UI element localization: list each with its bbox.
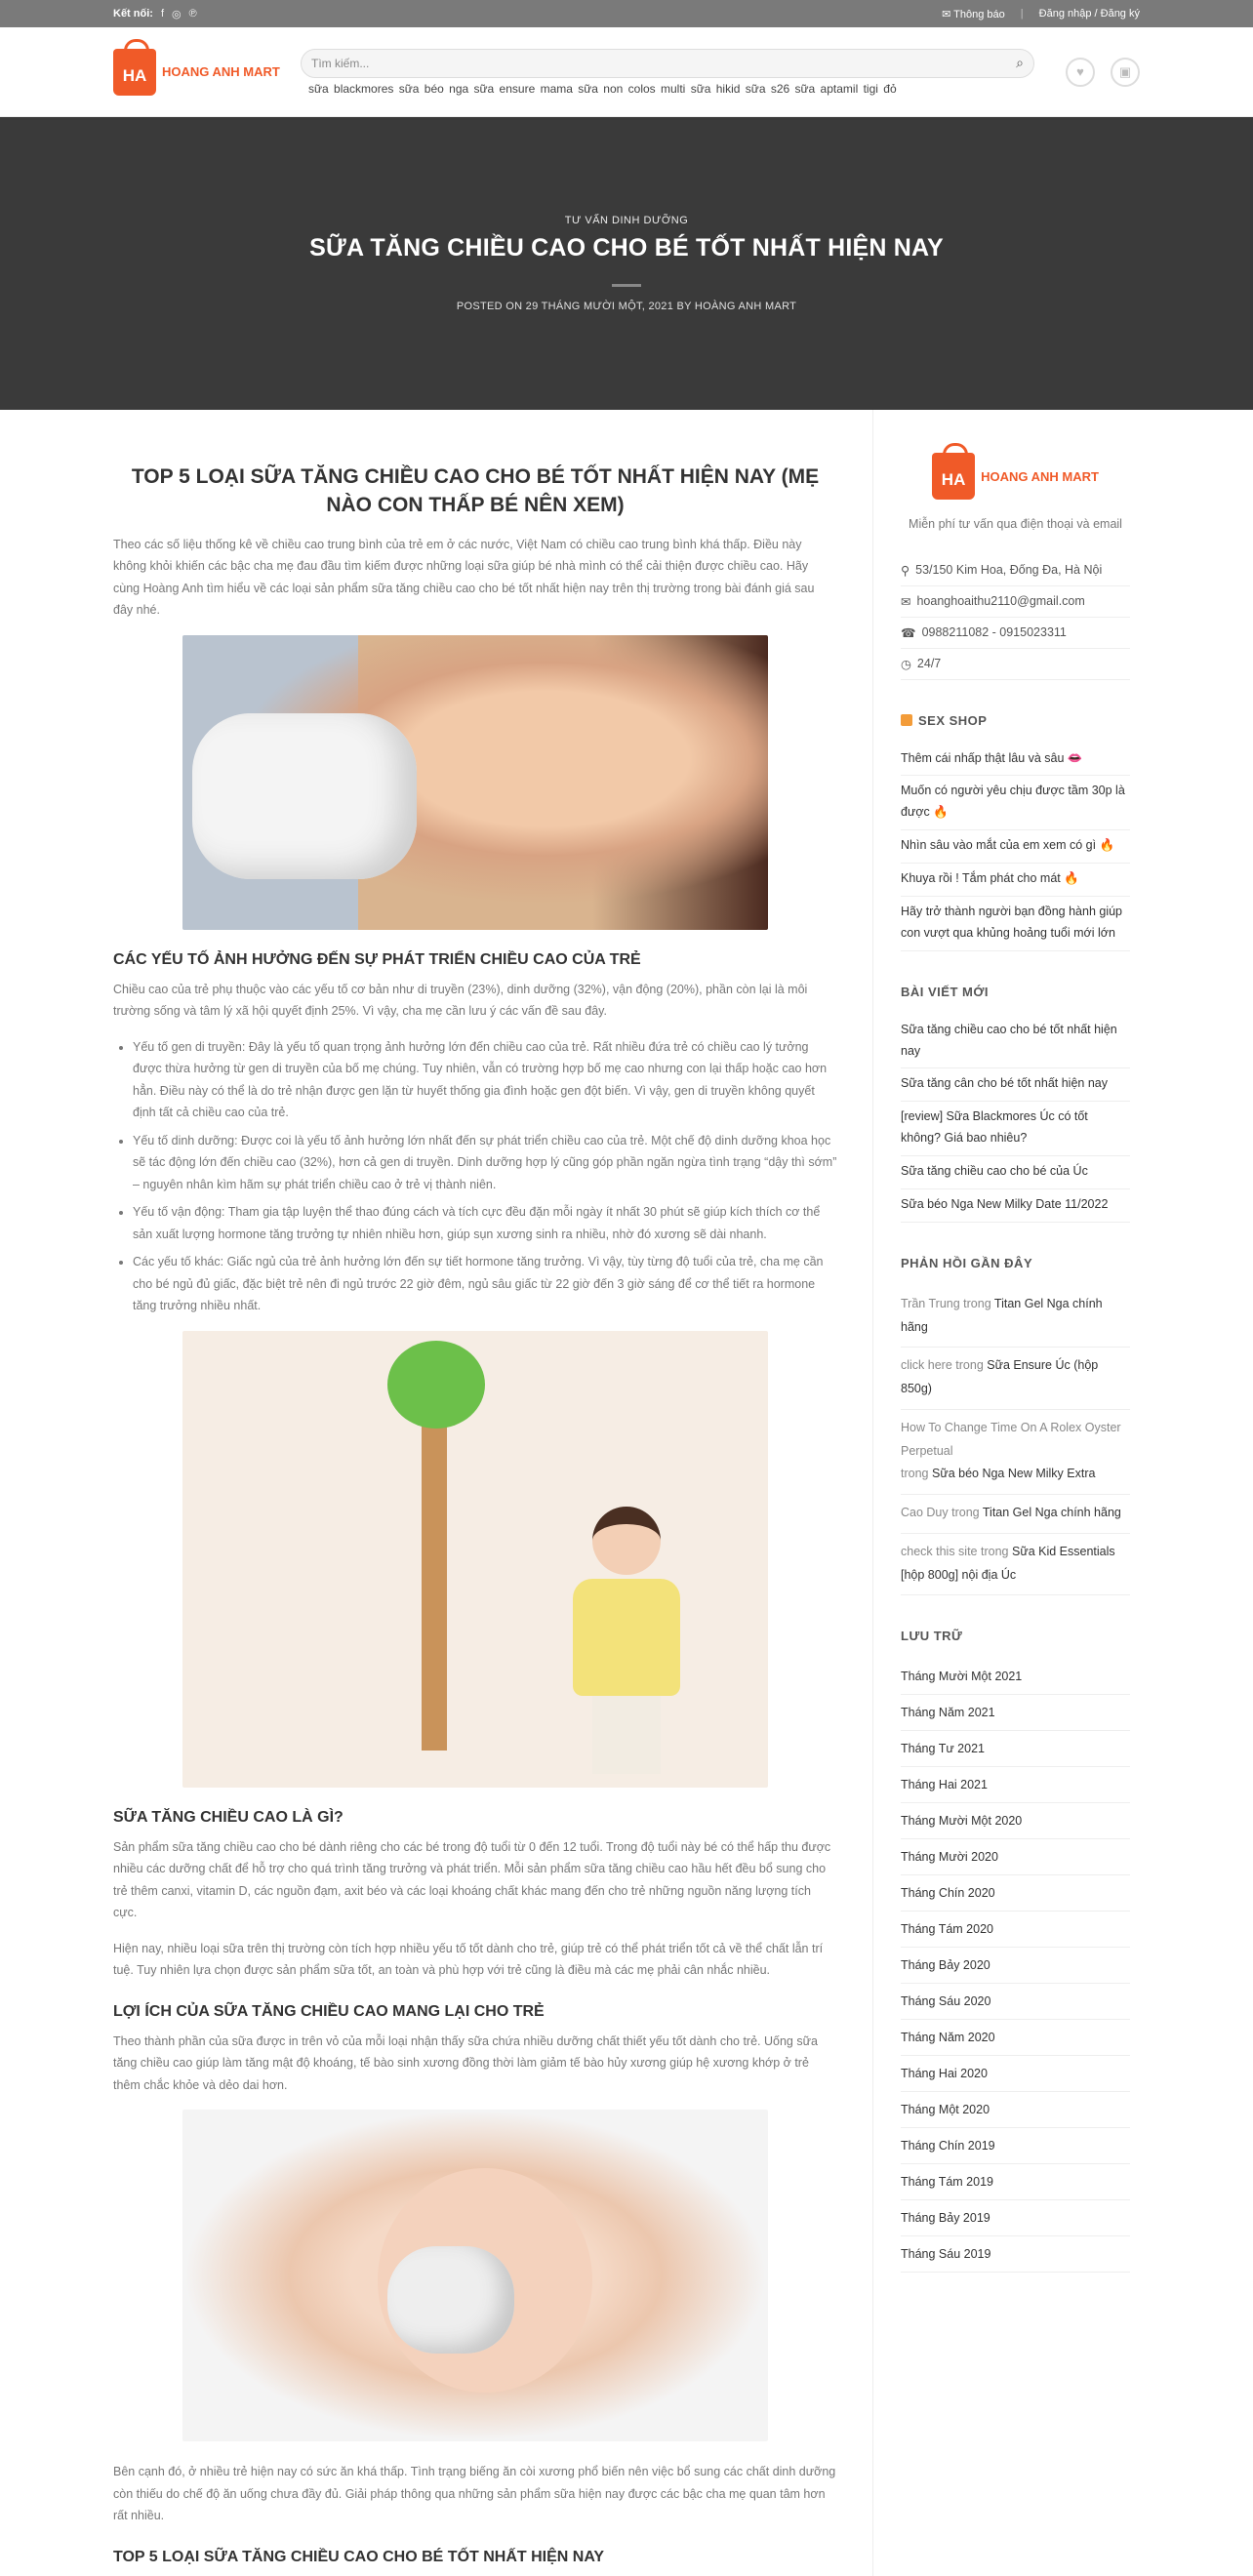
archives-heading: LƯU TRỮ [901, 1629, 963, 1644]
sex-shop-heading[interactable]: SEX SHOP [901, 713, 1130, 728]
location-pin-icon: ⚲ [901, 563, 910, 578]
wishlist-heart-icon[interactable]: ♥ [1066, 58, 1095, 87]
keyword-link[interactable]: tigi đỏ [863, 81, 897, 96]
comment-item: check this site trong Sữa Kid Essentials [hộp 800g] nội địa Úc [901, 1534, 1130, 1596]
comment-item: Cao Duy trong Titan Gel Nga chính hãng [901, 1495, 1130, 1534]
recent-post-link[interactable]: Sữa tăng chiều cao cho bé của Úc [901, 1156, 1130, 1189]
cart-icon[interactable]: ▣ [1111, 58, 1140, 87]
section-heading-benefits: LỢI ÍCH CỦA SỮA TĂNG CHIỀU CAO MANG LẠI CHO TRẺ [113, 2002, 545, 2020]
mail-icon: ✉ [901, 594, 911, 609]
archive-link[interactable]: Tháng Chín 2020 [901, 1875, 1130, 1912]
child-figure [573, 1507, 680, 1780]
keyword-link[interactable]: sữa non colos multi [578, 81, 686, 96]
recent-post-link[interactable]: [review] Sữa Blackmores Úc có tốt không? Giá bao nhiêu? [901, 1102, 1130, 1156]
social-bar [113, 8, 197, 20]
what-paragraph-1: Sản phẩm sữa tăng chiều cao cho bé dành riêng cho các bé trong độ tuổi từ 0 đến 12 tuổi. Trong độ tuổi này bé có thể hấp thu được nhiều các dưỡng chất để hỗ trợ cho quá trình tăng trưởng và phát triển. Mỗi sản phẩm sữa tăng chiều cao hầu hết đều bổ sung cho trẻ thêm canxi, vitamin D, các nguồn đạm, axit béo và các loại khoáng chất khác mang đến cho trẻ những nguồn năng lượng tích cực. [113, 1839, 831, 1920]
archive-link[interactable]: Tháng Sáu 2020 [901, 1984, 1130, 2020]
search-icon[interactable]: ⌕ [1016, 55, 1024, 70]
phone-icon: ☎ [901, 625, 916, 640]
what-paragraph-2: Hiện nay, nhiều loại sữa trên thị trường còn tích hợp nhiều yếu tố tốt dành cho trẻ, giúp trẻ có thể phát triển tốt cả về thể chất lẫn trí tuệ. Tuy nhiên lựa chọn được sản phẩm sữa tốt, an toàn và phù hợp với trẻ cũng là điều mà các mẹ phải cân nhắc nhiều. [113, 1941, 824, 1978]
section-heading-factors: CÁC YẾU TỐ ẢNH HƯỞNG ĐẾN SỰ PHÁT TRIỂN CHIỀU CAO CỦA TRẺ [113, 950, 641, 968]
archive-link[interactable]: Tháng Năm 2021 [901, 1695, 1130, 1731]
archive-link[interactable]: Tháng Một 2020 [901, 2092, 1130, 2128]
tree-top-shape [387, 1341, 485, 1429]
sidebar-logo[interactable] [932, 453, 1099, 500]
archive-link[interactable]: Tháng Sáu 2019 [901, 2236, 1130, 2273]
archive-link[interactable]: Tháng Bảy 2019 [901, 2200, 1130, 2236]
sex-shop-item[interactable]: Hãy trở thành người bạn đồng hành giúp con vượt qua khủng hoảng tuổi mới lớn [901, 897, 1130, 951]
comment-item: Trần Trung trong Titan Gel Nga chính hãng [901, 1286, 1130, 1348]
address-row: ⚲ 53/150 Kim Hoa, Đống Đa, Hà Nội [901, 555, 1130, 586]
connect-label: Kết nối: [113, 8, 153, 20]
intro-paragraph: Theo các số liệu thống kê về chiều cao trung bình của trẻ em ở các nước, Việt Nam có chiều cao trung bình khá thấp. Điều này không khỏi khiến các bậc cha mẹ đau đầu tìm kiếm được những loại sữa giúp bé nhà mình có thể cải thiện được chiều cao. Hãy cùng Hoàng Anh tìm hiểu về các loại sản phẩm sữa tăng chiều cao cho bé tốt nhất hiện nay trên thị trường trong bài đánh giá sau đây nhé. [113, 537, 815, 618]
post-hero [0, 117, 1253, 410]
sex-shop-item[interactable]: Muốn có người yêu chịu được tầm 30p là được 🔥 [901, 776, 1130, 830]
bottle-shape [192, 713, 417, 879]
keyword-link[interactable]: sữa blackmores [308, 81, 394, 96]
recent-post-link[interactable]: Sữa tăng cân cho bé tốt nhất hiện nay [901, 1068, 1130, 1102]
comment-item: How To Change Time On A Rolex Oyster Perpetual trong Sữa béo Nga New Milky Extra [901, 1410, 1130, 1495]
site-logo[interactable] [113, 49, 299, 96]
sex-shop-item[interactable]: Nhìn sâu vào mắt của em xem có gì 🔥 [901, 830, 1130, 864]
list-item: • Các yếu tố khác: Giấc ngủ của trẻ ảnh hưởng lớn đến sự tiết hormone tăng trưởng. Vì vậy, tùy từng độ tuổi của trẻ, cha mẹ cần cho bé ngủ đủ giấc, đặc biệt trẻ nên đi ngủ trước 22 giờ đêm, ngủ sâu giấc từ 22 giờ đến 3 giờ sáng để cơ thể tiết ra hormone tăng trưởng nhiều nhất. [133, 1251, 837, 1317]
comment-item: click here trong Sữa Ensure Úc (hộp 850g) [901, 1348, 1130, 1410]
logo-text: HOANG ANH MART [162, 64, 280, 79]
sex-shop-item[interactable]: Khuya rồi ! Tắm phát cho mát 🔥 [901, 864, 1130, 897]
sidebar [872, 410, 1130, 2576]
top-bar [0, 0, 1253, 27]
logo-text: HOANG ANH MART [981, 468, 1099, 484]
logo-bag-icon: HA [932, 453, 975, 500]
section-heading-what: SỮA TĂNG CHIỀU CAO LÀ GÌ? [113, 1808, 344, 1826]
notify-link[interactable]: ✉ Thông báo [942, 8, 1005, 20]
section-heading-top5: TOP 5 LOẠI SỮA TĂNG CHIỀU CAO CHO BÉ TỐT NHẤT HIỆN NAY [113, 2548, 605, 2565]
archive-link[interactable]: Tháng Mười Một 2020 [901, 1803, 1130, 1839]
keyword-link[interactable]: sữa béo nga [398, 81, 469, 96]
recent-post-link[interactable]: Sữa tăng chiều cao cho bé tốt nhất hiện nay [901, 1015, 1130, 1069]
article-heading: TOP 5 LOẠI SỮA TĂNG CHIỀU CAO CHO BÉ TỐT NHẤT HIỆN NAY (MẸ NÀO CON THẤP BÉ NÊN XEM) [131, 465, 820, 517]
email-row[interactable]: ✉ hoanghoaithu2110@gmail.com [901, 586, 1130, 618]
logo-bag-icon: HA [113, 49, 156, 96]
title-divider [612, 284, 641, 287]
keyword-link[interactable]: sữa hikid [690, 81, 741, 96]
tree-trunk-shape [422, 1419, 447, 1751]
post-meta: POSTED ON 29 THÁNG MƯỜI MỘT, 2021 BY HOÀNG ANH MART [456, 301, 797, 312]
archive-link[interactable]: Tháng Hai 2021 [901, 1767, 1130, 1803]
list-item: • Yếu tố gen di truyền: Đây là yếu tố quan trọng ảnh hưởng lớn đến chiều cao của trẻ. Rất nhiều đứa trẻ có chiều cao lý tưởng được thừa hưởng từ gen di truyền của bố mẹ chúng. Tuy nhiên, vẫn có trường hợp bố mẹ cao nhưng con lại thấp hoặc cao hơn hẳn. Điều này có thể là do trẻ nhận được gen lặn từ huyết thống gia đình hoặc gen đột biến. Vì vậy, gen di truyền không quyết định tất cả chiều cao của trẻ. [133, 1036, 837, 1124]
recent-comments-heading: PHẢN HỒI GẦN ĐÂY [901, 1255, 1033, 1270]
archive-link[interactable]: Tháng Hai 2020 [901, 2056, 1130, 2092]
phone-row[interactable]: ☎ 0988211082 - 0915023311 [901, 618, 1130, 649]
post-title: SỮA TĂNG CHIỀU CAO CHO BÉ TỐT NHẤT HIỆN NAY [309, 234, 944, 262]
sex-shop-item[interactable]: Thêm cái nhấp thật lâu và sâu 👄 [901, 744, 1130, 777]
benefits-paragraph: Theo thành phần của sữa được in trên vỏ của mỗi loại nhận thấy sữa chứa nhiều dưỡng chất thiết yếu tốt dành cho trẻ. Uống sữa tăng chiều cao giúp làm tăng mật độ khoáng, tế bào sinh xương đồng thời làm giảm tế bào hủy xương giúp hệ xương khớp ở trẻ thêm chắc khỏe và dẻo dai hơn. [113, 2033, 818, 2092]
factors-list [113, 1036, 837, 1317]
baby-bottle-image [182, 635, 768, 930]
archive-link[interactable]: Tháng Mười 2020 [901, 1839, 1130, 1875]
pinterest-icon[interactable]: ℗ [188, 8, 197, 20]
mail-icon: ✉ [942, 8, 951, 20]
login-link[interactable]: Đăng nhập / Đăng ký [1038, 8, 1140, 20]
hours-row: ◷ 24/7 [901, 649, 1130, 680]
list-item: • Yếu tố dinh dưỡng: Được coi là yếu tố ảnh hưởng lớn nhất đến sự phát triển chiều cao của trẻ. Một chế độ dinh dưỡng khoa học sẽ tác động lớn đến chiều cao (32%), hơn cả gen di truyền. Dinh dưỡng hợp lý cũng góp phần ngăn ngừa tình trạng “dậy thì sớm” – nguyên nhân kìm hãm sự phát triển chiều cao ở trẻ vị thành niên. [133, 1130, 837, 1196]
list-item: • Yếu tố vận động: Tham gia tập luyện thể thao đúng cách và tích cực đều đặn mỗi ngày ít nhất 30 phút sẽ giúp kích thích cơ thể sản xuất lượng hormone tăng trưởng tự nhiên nhiều hơn, giúp sụn xương sinh ra nhiều, nhờ đó xương sẽ dài nhanh. [133, 1201, 837, 1245]
keyword-link[interactable]: sữa s26 [745, 81, 790, 96]
archive-link[interactable]: Tháng Tám 2020 [901, 1912, 1130, 1948]
archive-link[interactable]: Tháng Tư 2021 [901, 1731, 1130, 1767]
keyword-link[interactable]: sữa aptamil [794, 81, 859, 96]
facebook-icon[interactable]: f [160, 8, 165, 20]
archive-link[interactable]: Tháng Bảy 2020 [901, 1948, 1130, 1984]
rss-icon [901, 714, 912, 726]
factors-paragraph: Chiều cao của trẻ phụ thuộc vào các yếu tố cơ bản như di truyền (23%), dinh dưỡng (32%), vận động (20%), phần còn lại là môi trường sống và tâm lý xã hội quyết định 25%. Vì vậy, cha mẹ cần lưu ý các vấn đề sau đây. [113, 982, 808, 1019]
recent-posts-heading: BÀI VIẾT MỚI [901, 984, 990, 999]
recent-post-link[interactable]: Sữa béo Nga New Milky Date 11/2022 [901, 1189, 1130, 1223]
clock-icon: ◷ [901, 657, 911, 671]
sidebar-desc: Miễn phí tư vấn qua điện thoại và email [909, 517, 1122, 531]
keyword-link[interactable]: sữa ensure mama [473, 81, 573, 96]
article-content [113, 410, 867, 2576]
search-keywords [301, 82, 1034, 96]
bottle-shape [387, 2246, 514, 2354]
site-header [0, 27, 1253, 117]
search-placeholder: Tìm kiếm... [311, 56, 370, 70]
instagram-icon[interactable]: ◎ [172, 8, 182, 20]
archive-link[interactable]: Tháng Chín 2019 [901, 2128, 1130, 2164]
baby-drinking-image [182, 2110, 768, 2441]
post-category[interactable]: TƯ VẤN DINH DƯỠNG [564, 215, 689, 226]
divider: | [1020, 8, 1024, 20]
benefits-paragraph-2: Bên cạnh đó, ở nhiều trẻ hiện nay có sức ăn khá thấp. Tình trạng biếng ăn còi xương phổ biến nên việc bổ sung các chất dinh dưỡng còn thiếu do chế độ ăn uống chưa đầy đủ. Giải pháp thông qua những sản phẩm sữa hiện nay được các bậc cha mẹ quan tâm hơn rất nhiều. [113, 2465, 836, 2523]
archive-link[interactable]: Tháng Năm 2020 [901, 2020, 1130, 2056]
search-input[interactable] [301, 49, 1034, 78]
archive-link[interactable]: Tháng Mười Một 2021 [901, 1659, 1130, 1695]
archive-link[interactable]: Tháng Tám 2019 [901, 2164, 1130, 2200]
height-chart-image [182, 1331, 768, 1788]
